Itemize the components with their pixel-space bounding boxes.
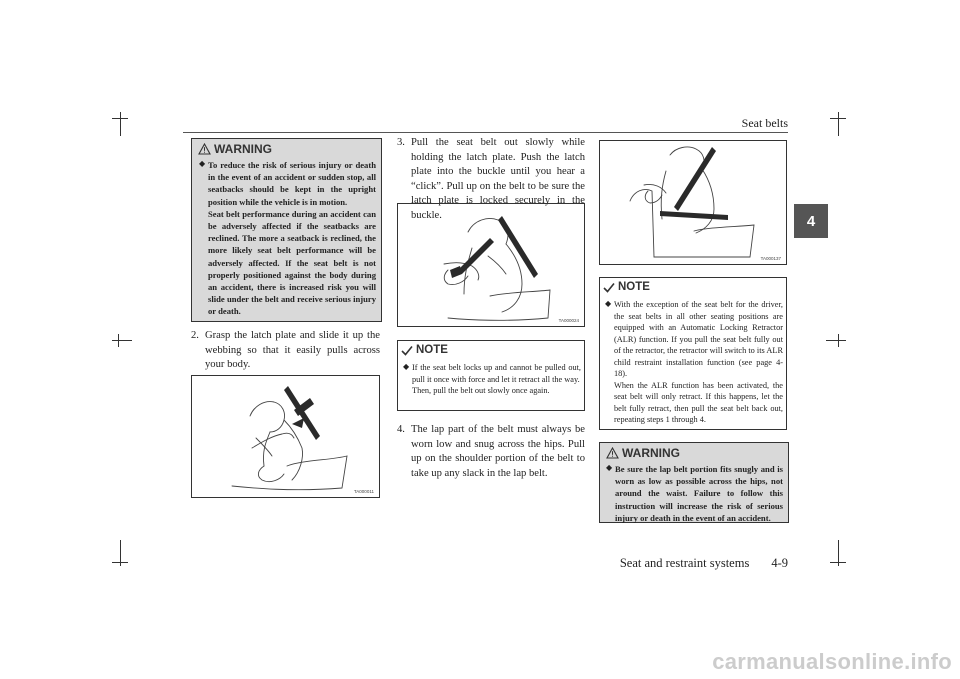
note-checkmark-icon xyxy=(603,282,615,293)
warning-text-continued: Seat belt performance during an accident can be adversely affected if the seatbacks are reclined. The more a seatback is reclined, the more likely seat belt performance will be adversely affected. If the seat belt is not properly positioned against the body during an accident, there is increased risk you will slide under the belt and receive serious injury or death. xyxy=(208,208,376,317)
figure-code: TA000011 xyxy=(353,489,374,494)
page-footer xyxy=(560,556,788,571)
step-number: 4. xyxy=(397,424,405,435)
header-divider xyxy=(183,132,788,133)
page-header-title: Seat belts xyxy=(741,116,788,130)
note-text-continued: When the ALR function has been activated, the seat belt will only retract. If this happens, let the belt fully retract, then pull the seat belt back out, repeating steps 1 through 4. xyxy=(614,380,783,424)
person-wearing-belt-figure xyxy=(600,141,786,264)
page-number: 4-9 xyxy=(771,556,788,570)
step-2 xyxy=(191,329,380,373)
warning-box-seatbacks xyxy=(191,138,382,322)
note-text: With the exception of the seat belt for the driver, the seat belts in all other seating positions are equipped with an Automatic Locking Retractor (ALR) function. If you pull the seat belt fully out of the retractor, the retractor will switch to its ALR child restraint installation function (see page 4-18). xyxy=(614,300,783,378)
step-text: Pull the seat belt out slowly while holding the latch plate. Push the latch plate into the buckle until you hear a “click”. Pull up on the belt to be sure the latch plate is locked securely in the buckle. xyxy=(411,137,585,221)
warning-text: To reduce the risk of serious injury or death in the event of an accident or sudden stop, all seatbacks should be kept in the upright position while the vehicle is in motion. xyxy=(208,160,376,207)
warning-header xyxy=(606,446,680,460)
warning-text: Be sure the lap belt portion fits snugly and is worn as low as possible across the hips, not around the waist. Failure to follow this instruction will increase the risk of serious injury or death in the event of an accident. xyxy=(615,464,783,523)
step-number: 2. xyxy=(191,330,199,341)
warning-item xyxy=(606,463,783,524)
warning-header xyxy=(198,142,272,156)
person-fastening-belt-figure xyxy=(192,376,379,497)
step-number: 3. xyxy=(397,137,405,148)
illustration-belt-worn-properly xyxy=(599,140,787,265)
bullet-icon: ◆ xyxy=(403,362,410,371)
note-header xyxy=(603,281,650,293)
figure-code: TA000024 xyxy=(558,318,579,323)
note-text: If the seat belt locks up and cannot be pulled out, pull it once with force and let it retract all the way. xyxy=(412,363,581,384)
step-text: Grasp the latch plate and slide it up the webbing so that it easily pulls across your body. xyxy=(205,330,380,371)
warning-triangle-icon xyxy=(606,447,619,459)
note-item xyxy=(403,362,581,397)
footer-section: Seat and restraint systems xyxy=(619,556,750,570)
warning-title: WARNING xyxy=(622,446,680,460)
note-checkmark-icon xyxy=(401,345,413,356)
note-box-belt-lock xyxy=(397,340,585,411)
warning-triangle-icon xyxy=(198,143,211,155)
warning-box-lap-belt xyxy=(599,442,789,523)
note-text-continued: Then, pull the belt out slowly once again. xyxy=(412,386,550,395)
person-buckling-belt-figure xyxy=(398,204,584,326)
note-title: NOTE xyxy=(416,344,448,356)
chapter-tab: 4 xyxy=(794,204,828,238)
warning-item xyxy=(199,159,376,318)
bullet-icon: ◆ xyxy=(606,463,613,472)
bullet-icon: ◆ xyxy=(199,159,206,168)
note-title: NOTE xyxy=(618,281,650,293)
figure-code: TA000137 xyxy=(760,256,781,261)
watermark-link[interactable]: carmanualsonline.info xyxy=(712,649,952,674)
bullet-icon: ◆ xyxy=(605,299,612,308)
warning-title: WARNING xyxy=(214,142,272,156)
note-header xyxy=(401,344,448,356)
step-text: The lap part of the belt must always be worn low and snug across the hips. Pull up on the shoulder portion of the belt to take up any slack in the lap belt. xyxy=(411,424,585,479)
note-item xyxy=(605,299,783,426)
illustration-grasp-latch-plate xyxy=(191,375,380,498)
note-box-alr-function xyxy=(599,277,787,430)
illustration-push-latch-into-buckle xyxy=(397,203,585,327)
step-4 xyxy=(397,423,585,481)
